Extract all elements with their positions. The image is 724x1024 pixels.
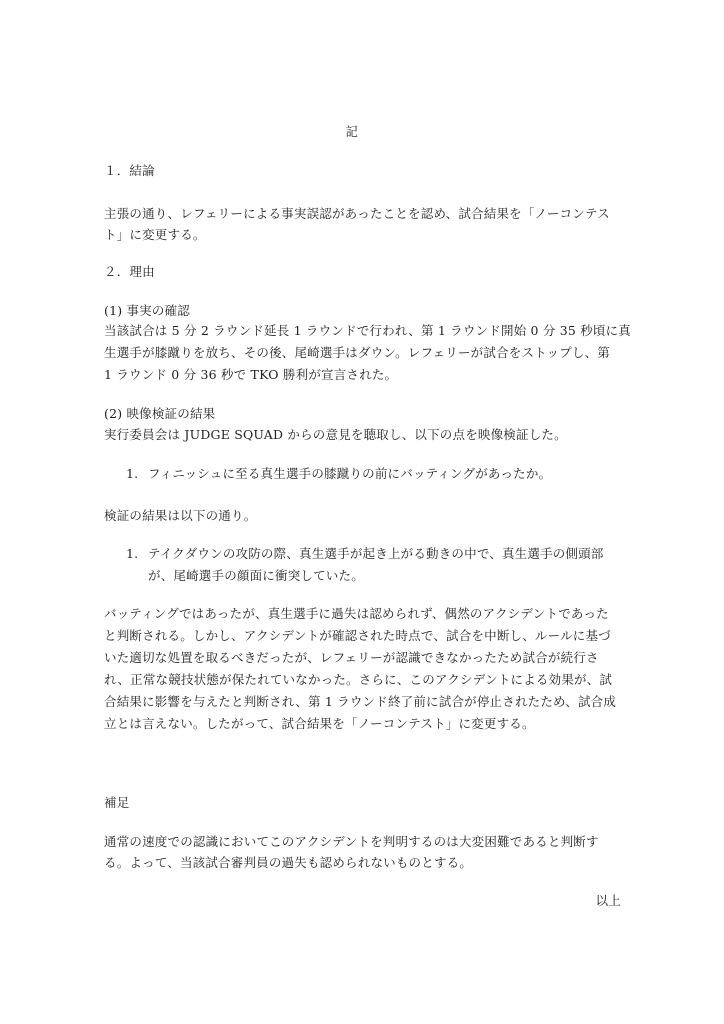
question-text: フィニッシュに至る真生選手の膝蹴りの前にバッティングがあったか。 (148, 466, 552, 481)
subsection-2-title: (2) 映像検証の結果 (104, 406, 216, 421)
finding-line: が、尾崎選手の顔面に衝突していた。 (148, 568, 364, 583)
conclusion-line: と判断される。しかし、アクシデントが確認された時点で、試合を中断し、ルールに基づ (104, 628, 611, 643)
subsection-1-line: 当該試合は 5 分 2 ラウンド延長 1 ラウンドで行われ、第 1 ラウンド開始 0 分 35 秒頃に真 (104, 323, 632, 338)
closing-mark: 以上 (595, 893, 621, 908)
section-2-title: ２．理由 (104, 264, 155, 279)
conclusion-line: いた適切な処置を取るべきだったが、レフェリーが認識できなかったため試合が続行さ (104, 650, 599, 665)
finding-number: 1. (126, 546, 139, 561)
subsection-1-title: (1) 事実の確認 (104, 303, 190, 318)
finding-line: テイクダウンの攻防の際、真生選手が起き上がる動きの中で、真生選手の側頭部 (148, 546, 604, 561)
supplement-line: る。よって、当該試合審判員の過失も認められないものとする。 (104, 855, 473, 870)
document-heading: 記 (345, 124, 359, 139)
subsection-2-intro: 実行委員会は JUDGE SQUAD からの意見を聴取し、以下の点を映像検証した。 (104, 427, 567, 442)
supplement-title: 補足 (104, 795, 130, 810)
conclusion-line: 立とは言えない。したがって、試合結果を「ノーコンテスト」に変更する。 (104, 716, 535, 731)
conclusion-line: れ、正常な競技状態が保たれていなかった。さらに、このアクシデントによる効果が、試 (104, 672, 613, 687)
question-number: 1. (126, 466, 139, 481)
conclusion-line: 合結果に影響を与えたと判断され、第 1 ラウンド終了前に試合が停止されたため、試合成 (104, 694, 617, 709)
section-1-line: ト」に変更する。 (104, 227, 206, 242)
supplement-line: 通常の速度での認識においてこのアクシデントを判明するのは大変困難であると判断す (104, 834, 599, 849)
subsection-1-line: 生選手が膝蹴りを放ち、その後、尾崎選手はダウン。レフェリーが試合をストップし、第 (104, 345, 611, 360)
subsection-1-line: 1 ラウンド 0 分 36 秒で TKO 勝利が宣言された。 (104, 367, 398, 382)
section-1-line: 主張の通り、レフェリーによる事実誤認があったことを認め、試合結果を「ノーコンテス (104, 206, 610, 221)
section-1-title: １．結論 (104, 163, 155, 178)
conclusion-line: バッティングではあったが、真生選手に過失は認められず、偶然のアクシデントであった (104, 606, 609, 621)
result-intro: 検証の結果は以下の通り。 (104, 508, 257, 523)
